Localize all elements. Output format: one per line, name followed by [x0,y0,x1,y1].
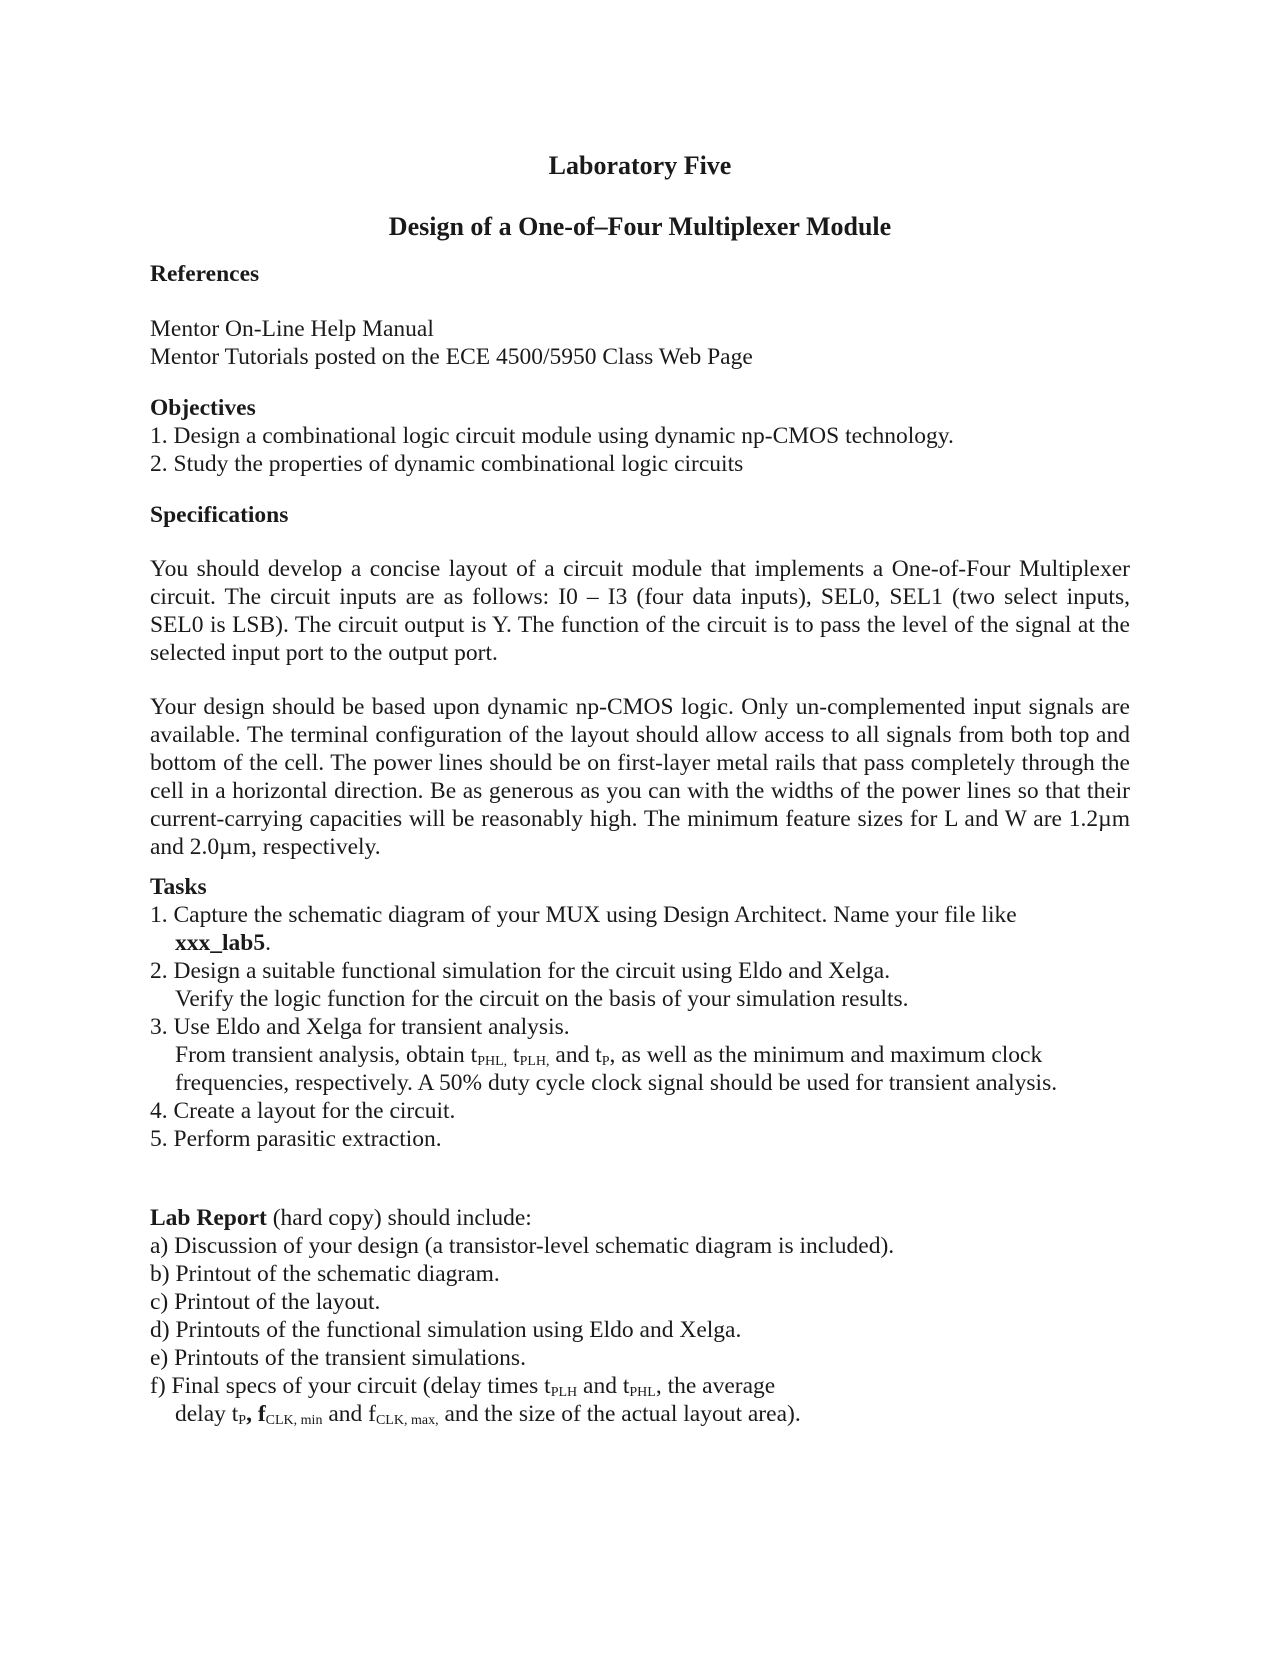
references-section [150,260,1130,371]
task-item-cont: frequencies, respectively. A 50% duty cycle clock signal should be used for transient analysis. [175,1070,1058,1096]
objectives-section [150,394,1130,478]
task-item: 3. Use Eldo and Xelga for transient analysis. [150,1014,570,1040]
task-item-cont: From transient analysis, obtain $t_{PHL,}$ $t_{PLH,}$ and $t_P$, as well as the minimum and maximum clock [175,1042,1043,1069]
specifications-paragraph: Your design should be based upon dynamic np-CMOS logic. Only un-complemented input signals are available. The terminal configuration of the layout should allow access to all signals from both top and bottom of the cell. The power lines should be on first-layer metal rails that pass completely through the cell in a horizontal direction. Be as generous as you can with the widths of the power lines so that their current-carrying capacities will be reasonably high. The minimum feature sizes for L and W are 1.2µm and 2.0µm, respectively. [150,694,1130,860]
task-item: 1. Capture the schematic diagram of your MUX using Design Architect. Name your file like [150,902,1017,928]
report-item: a) Discussion of your design (a transistor-level schematic diagram is included). [150,1233,895,1259]
lab-report-heading: Lab Report (hard copy) should include: [150,1205,532,1231]
task-item: 4. Create a layout for the circuit. [150,1098,456,1124]
report-item-cont: delay $t_P$, $f_{CLK, min}$ and $f_{CLK, max,}$ and the size of the actual layout area). [175,1401,801,1428]
tasks-section [150,873,1130,1153]
report-item: b) Printout of the schematic diagram. [150,1261,500,1287]
report-item: c) Printout of the layout. [150,1289,381,1315]
reference-item: Mentor On-Line Help Manual [150,316,434,342]
report-item: d) Printouts of the functional simulation using Eldo and Xelga. [150,1317,742,1343]
reference-item: Mentor Tutorials posted on the ECE 4500/5950 Class Web Page [150,344,753,370]
tasks-heading: Tasks [150,874,207,900]
task-item-cont: Verify the logic function for the circuit on the basis of your simulation results. [175,986,909,1012]
file-name: xxx_lab5 [175,930,266,956]
lab-report-section [150,1204,1130,1428]
task-item: 5. Perform parasitic extraction. [150,1126,442,1152]
task-item-cont: xxx_lab5. [175,930,271,956]
report-item: f) Final specs of your circuit (delay times $t_{PLH}$ and $t_{PHL}$, the average [150,1373,776,1400]
objectives-heading: Objectives [150,395,256,421]
objective-item: 2. Study the properties of dynamic combinational logic circuits [150,451,744,477]
specifications-paragraph: You should develop a concise layout of a circuit module that implements a One-of-Four Multiplexer circuit. The circuit inputs are as follows: I0 – I3 (four data inputs), SEL0, SEL1 (two select inputs, SEL0 is LSB). The circuit output is Y. The function of the circuit is to pass the level of the signal at the selected input port to the output port. [150,556,1130,666]
report-item: e) Printouts of the transient simulations. [150,1345,526,1371]
specifications-heading: Specifications [150,502,289,528]
specifications-section [150,501,1130,861]
page-title: Laboratory Five [548,151,732,180]
objective-item: 1. Design a combinational logic circuit module using dynamic np-CMOS technology. [150,423,954,449]
task-item: 2. Design a suitable functional simulation for the circuit using Eldo and Xelga. [150,958,891,984]
page-subtitle: Design of a One-of–Four Multiplexer Module [388,212,892,241]
references-heading: References [150,261,260,287]
